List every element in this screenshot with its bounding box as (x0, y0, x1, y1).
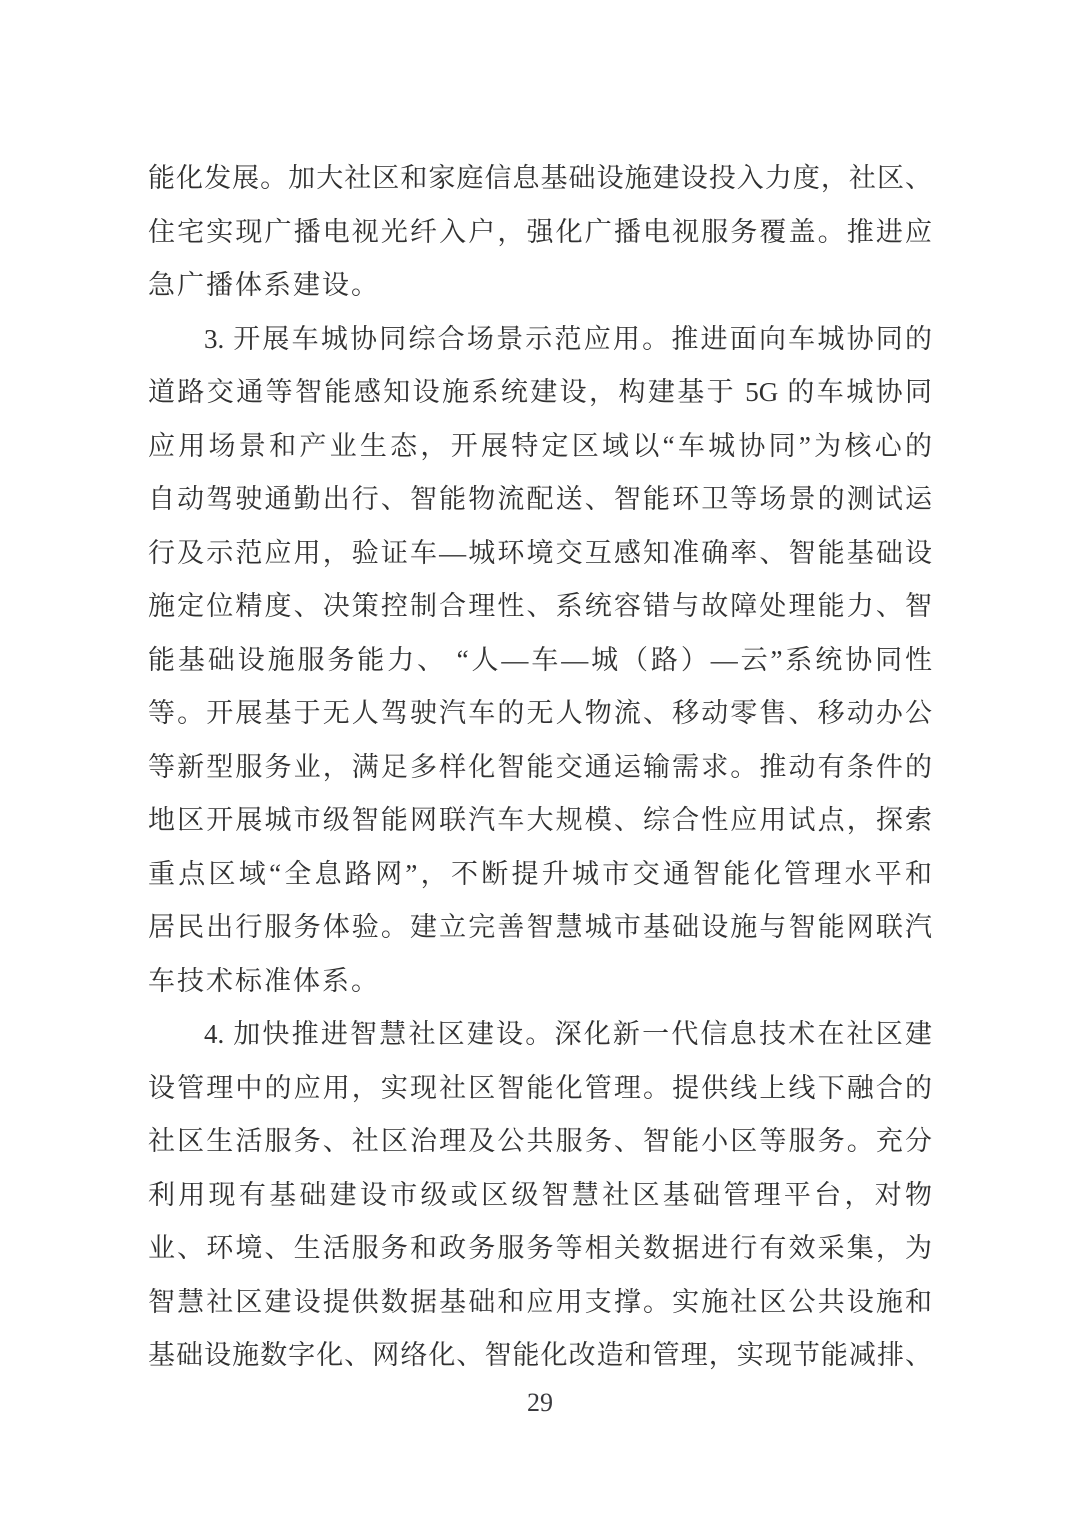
text-line: 设管理中的应用，实现社区智能化管理。提供线上线下融合的 (148, 1072, 932, 1103)
text-line: 施定位精度、决策控制合理性、系统容错与故障处理能力、智 (148, 591, 932, 621)
text-line: 等。开展基于无人驾驶汽车的无人物流、移动零售、移动办公 (148, 698, 932, 728)
text-line: 行及示范应用，验证车—城环境交互感知准确率、智能基础设 (148, 537, 932, 568)
text-line: 重点区域“全息路网”，不断提升城市交通智能化管理水平和 (148, 858, 932, 889)
text-line: 车技术标准体系。 (148, 965, 380, 996)
text-line: 应用场景和产业生态，开展特定区域以“车城协同”为核心的 (148, 430, 932, 461)
text-line: 道路交通等智能感知设施系统建设，构建基于 5G 的车城协同 (148, 377, 932, 407)
page-number: 29 (527, 1388, 553, 1417)
text-line: 智慧社区建设提供数据基础和应用支撑。实施社区公共设施和 (148, 1286, 932, 1317)
text-line: 社区生活服务、社区治理及公共服务、智能小区等服务。充分 (148, 1126, 932, 1156)
text-line: 能化发展。加大社区和家庭信息基础设施建设投入力度，社区、 (148, 163, 932, 193)
text-line: 业、环境、生活服务和政务服务等相关数据进行有效采集，为 (148, 1233, 932, 1263)
text-line-section-4-start: 4. 加快推进智慧社区建设。深化新一代信息技术在社区建 (204, 1019, 932, 1049)
text-line: 居民出行服务体验。建立完善智慧城市基础设施与智能网联汽 (148, 912, 932, 942)
text-line: 基础设施数字化、网络化、智能化改造和管理，实现节能减排、 (148, 1340, 932, 1370)
text-line: 等新型服务业，满足多样化智能交通运输需求。推动有条件的 (148, 751, 932, 782)
text-line-section-3-start: 3. 开展车城协同综合场景示范应用。推进面向车城协同的 (204, 323, 932, 354)
text-line: 能基础设施服务能力、 “人—车—城（路）—云”系统协同性 (148, 644, 932, 675)
text-line: 自动驾驶通勤出行、智能物流配送、智能环卫等场景的测试运 (148, 484, 932, 514)
text-line: 急广播体系建设。 (148, 270, 380, 300)
text-line: 利用现有基础建设市级或区级智慧社区基础管理平台，对物 (148, 1179, 932, 1210)
text-line: 住宅实现广播电视光纤入户，强化广播电视服务覆盖。推进应 (148, 216, 932, 247)
text-block (148, 152, 932, 1383)
text-line: 地区开展城市级智能网联汽车大规模、综合性应用试点，探索 (148, 805, 932, 835)
